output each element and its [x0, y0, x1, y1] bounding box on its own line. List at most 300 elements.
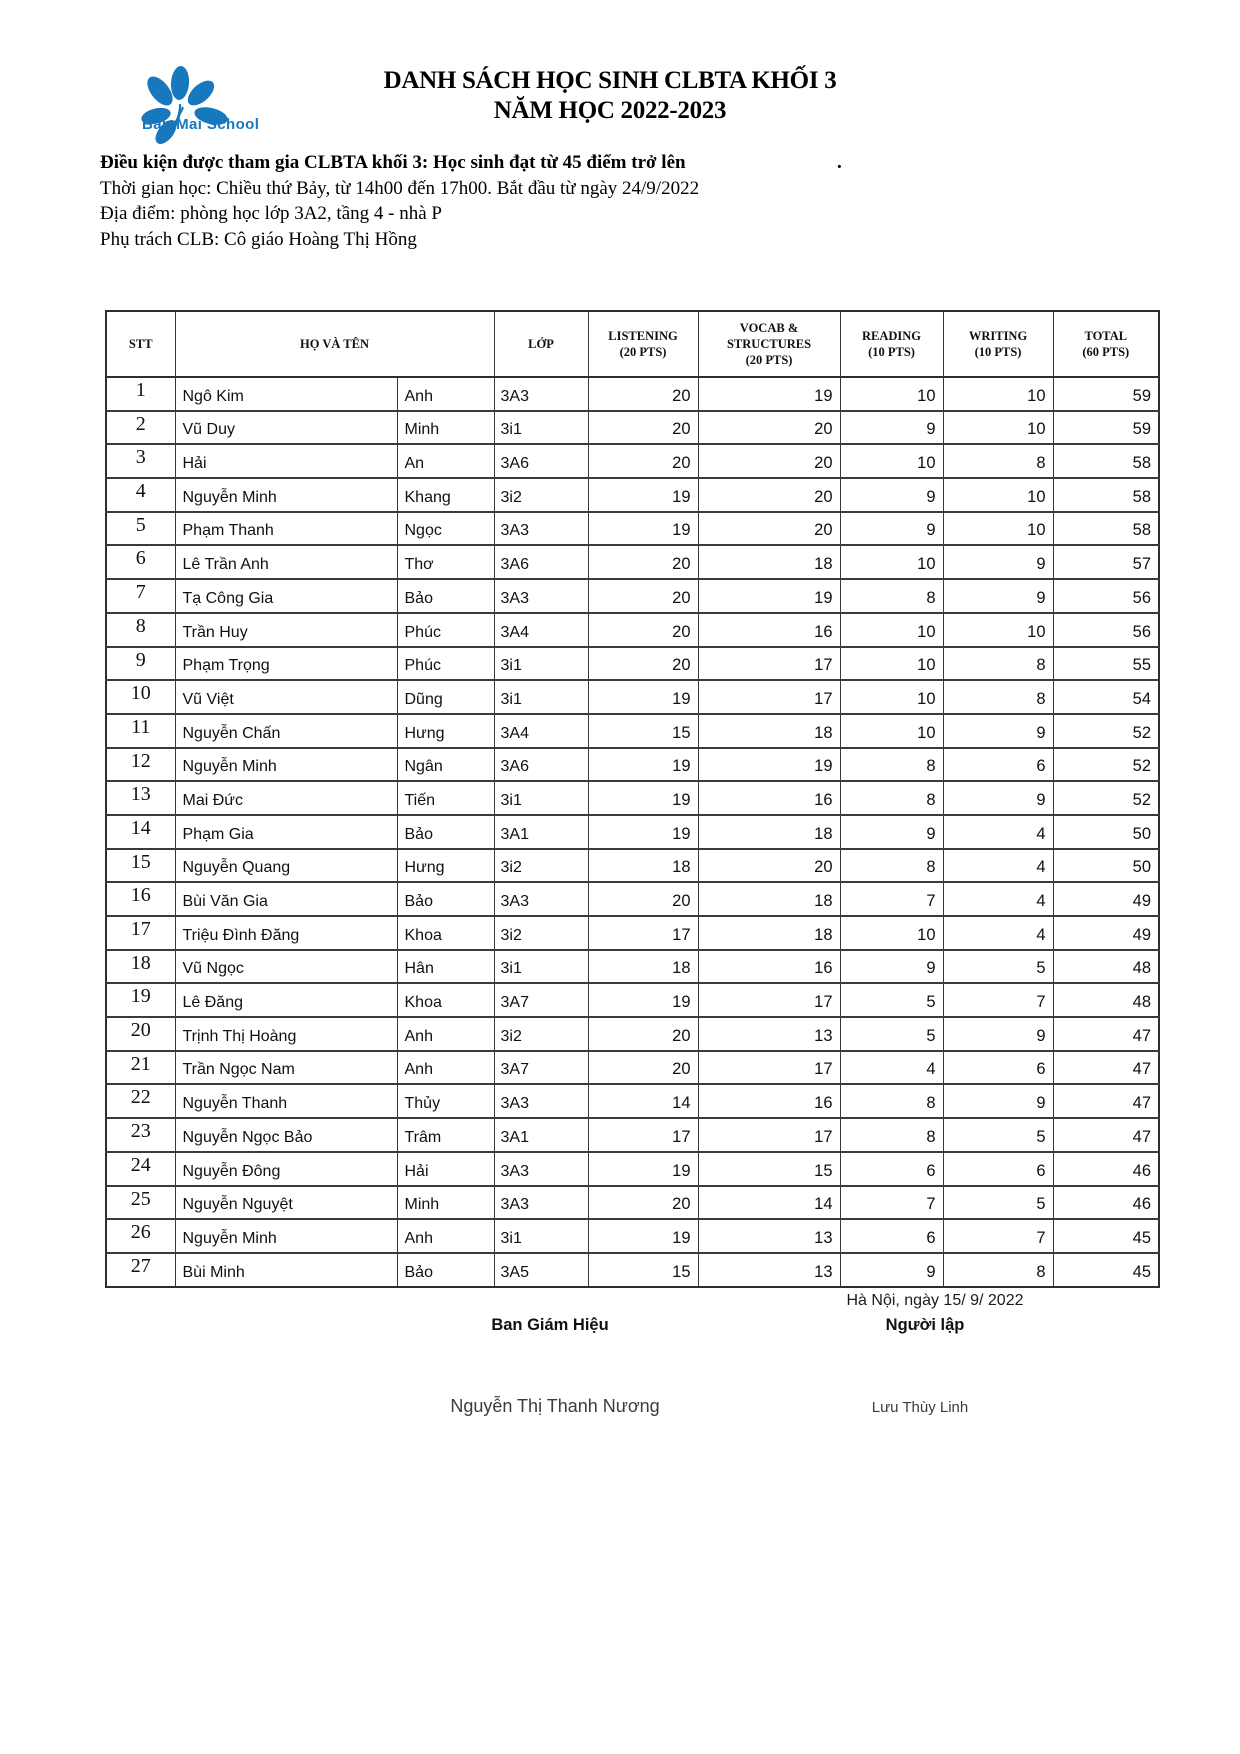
student-class: 3A4	[494, 613, 588, 647]
total-score: 47	[1053, 1017, 1159, 1051]
total-score: 55	[1053, 647, 1159, 681]
student-class: 3A1	[494, 815, 588, 849]
row-number: 4	[106, 478, 175, 512]
header-total	[1053, 311, 1159, 377]
table-row	[106, 444, 1159, 478]
writing-score: 10	[943, 512, 1053, 546]
table-row	[106, 950, 1159, 984]
student-class: 3A4	[494, 714, 588, 748]
reading-score: 9	[840, 950, 943, 984]
title-line-1: DANH SÁCH HỌC SINH CLBTA KHỐI 3	[383, 67, 837, 94]
row-number: 20	[106, 1017, 175, 1051]
total-score: 46	[1053, 1186, 1159, 1220]
vocab-score: 19	[698, 377, 840, 411]
row-number: 19	[106, 983, 175, 1017]
condition-text: Điều kiện được tham gia CLBTA khối 3: Học sinh đạt từ 45 điểm trở lên	[100, 152, 686, 173]
vocab-score: 16	[698, 781, 840, 815]
reading-score: 8	[840, 781, 943, 815]
table-row	[106, 781, 1159, 815]
reading-score: 9	[840, 815, 943, 849]
student-given-name: Bảo	[397, 815, 494, 849]
student-surname: Mai Đức	[175, 781, 397, 815]
row-number: 17	[106, 916, 175, 950]
right-signature-name: Lưu Thùy Linh	[871, 1399, 969, 1416]
date-line: Hà Nội, ngày 15/ 9/ 2022	[846, 1292, 1024, 1309]
writing-score: 10	[943, 411, 1053, 445]
vocab-score: 16	[698, 950, 840, 984]
reading-score: 7	[840, 882, 943, 916]
student-given-name: Minh	[397, 411, 494, 445]
student-surname: Phạm Gia	[175, 815, 397, 849]
table-row	[106, 1084, 1159, 1118]
vocab-score: 13	[698, 1253, 840, 1287]
header-class: LỚP	[494, 311, 588, 377]
listening-score: 20	[588, 545, 698, 579]
table-row	[106, 916, 1159, 950]
vocab-score: 15	[698, 1152, 840, 1186]
student-class: 3A3	[494, 1152, 588, 1186]
student-class: 3i1	[494, 1219, 588, 1253]
writing-score: 5	[943, 1118, 1053, 1152]
reading-score: 8	[840, 849, 943, 883]
student-class: 3A7	[494, 983, 588, 1017]
table-row	[106, 680, 1159, 714]
listening-score: 20	[588, 579, 698, 613]
header-vocab-label: VOCAB & STRUCTURES	[726, 321, 812, 351]
header-listening-label: LISTENING	[608, 329, 678, 343]
student-surname: Triệu Đình Đăng	[175, 916, 397, 950]
vocab-score: 16	[698, 1084, 840, 1118]
reading-score: 10	[840, 377, 943, 411]
header-reading-points: (10 PTS)	[868, 345, 915, 359]
student-given-name: Phúc	[397, 647, 494, 681]
table-row	[106, 1017, 1159, 1051]
student-given-name: Ngân	[397, 748, 494, 782]
row-number: 22	[106, 1084, 175, 1118]
reading-score: 10	[840, 613, 943, 647]
listening-score: 20	[588, 1186, 698, 1220]
student-surname: Nguyễn Minh	[175, 1219, 397, 1253]
writing-score: 8	[943, 647, 1053, 681]
time-line: Thời gian học: Chiều thứ Bảy, từ 14h00 đến 17h00. Bắt đầu từ ngày 24/9/2022	[100, 177, 700, 199]
reading-score: 9	[840, 1253, 943, 1287]
student-given-name: Hải	[397, 1152, 494, 1186]
row-number: 25	[106, 1186, 175, 1220]
table-row	[106, 579, 1159, 613]
listening-score: 20	[588, 882, 698, 916]
student-class: 3A6	[494, 444, 588, 478]
row-number: 16	[106, 882, 175, 916]
header-vocab-points: (20 PTS)	[745, 353, 793, 367]
total-score: 56	[1053, 613, 1159, 647]
writing-score: 5	[943, 950, 1053, 984]
header-writing-label: WRITING	[968, 329, 1028, 343]
reading-score: 10	[840, 647, 943, 681]
total-score: 54	[1053, 680, 1159, 714]
writing-score: 8	[943, 444, 1053, 478]
student-class: 3i1	[494, 950, 588, 984]
total-score: 45	[1053, 1219, 1159, 1253]
student-surname: Lê Trần Anh	[175, 545, 397, 579]
total-score: 48	[1053, 950, 1159, 984]
reading-score: 8	[840, 1118, 943, 1152]
header-total-points: (60 PTS)	[1082, 345, 1130, 359]
header-stt: STT	[106, 311, 175, 377]
student-class: 3A3	[494, 882, 588, 916]
listening-score: 19	[588, 983, 698, 1017]
total-score: 50	[1053, 815, 1159, 849]
student-given-name: Anh	[397, 377, 494, 411]
vocab-score: 20	[698, 444, 840, 478]
vocab-score: 17	[698, 647, 840, 681]
student-given-name: Hưng	[397, 849, 494, 883]
listening-score: 19	[588, 1219, 698, 1253]
student-class: 3A7	[494, 1051, 588, 1085]
student-given-name: Anh	[397, 1051, 494, 1085]
student-given-name: Dũng	[397, 680, 494, 714]
listening-score: 19	[588, 478, 698, 512]
table-row	[106, 1051, 1159, 1085]
table-row	[106, 647, 1159, 681]
writing-score: 6	[943, 1051, 1053, 1085]
listening-score: 19	[588, 1152, 698, 1186]
student-class: 3A6	[494, 545, 588, 579]
student-class: 3A1	[494, 1118, 588, 1152]
listening-score: 18	[588, 849, 698, 883]
table-row	[106, 613, 1159, 647]
total-score: 58	[1053, 512, 1159, 546]
table-row	[106, 815, 1159, 849]
reading-score: 10	[840, 444, 943, 478]
student-surname: Nguyễn Quang	[175, 849, 397, 883]
reading-score: 8	[840, 1084, 943, 1118]
table-row	[106, 478, 1159, 512]
writing-score: 9	[943, 714, 1053, 748]
table-row	[106, 1219, 1159, 1253]
row-number: 7	[106, 579, 175, 613]
total-score: 50	[1053, 849, 1159, 883]
student-surname: Ngô Kim	[175, 377, 397, 411]
reading-score: 10	[840, 680, 943, 714]
title-line-2: NĂM HỌC 2022-2023	[493, 97, 727, 124]
teacher-line: Phụ trách CLB: Cô giáo Hoàng Thị Hồng	[100, 228, 417, 250]
row-number: 3	[106, 444, 175, 478]
total-score: 52	[1053, 748, 1159, 782]
vocab-score: 17	[698, 680, 840, 714]
student-given-name: Bảo	[397, 579, 494, 613]
location-line: Địa điểm: phòng học lớp 3A2, tầng 4 - nhà P	[100, 203, 442, 224]
reading-score: 9	[840, 411, 943, 445]
student-given-name: Anh	[397, 1219, 494, 1253]
left-signature-title: Ban Giám Hiệu	[491, 1316, 609, 1334]
writing-score: 9	[943, 1017, 1053, 1051]
vocab-score: 18	[698, 815, 840, 849]
vocab-score: 13	[698, 1219, 840, 1253]
student-score-table	[105, 310, 1160, 1288]
writing-score: 4	[943, 815, 1053, 849]
total-score: 49	[1053, 882, 1159, 916]
table-row	[106, 377, 1159, 411]
row-number: 27	[106, 1253, 175, 1287]
reading-score: 6	[840, 1152, 943, 1186]
listening-score: 20	[588, 613, 698, 647]
writing-score: 10	[943, 478, 1053, 512]
student-class: 3i1	[494, 411, 588, 445]
total-score: 57	[1053, 545, 1159, 579]
writing-score: 8	[943, 1253, 1053, 1287]
student-surname: Nguyễn Ngọc Bảo	[175, 1118, 397, 1152]
vocab-score: 18	[698, 882, 840, 916]
student-class: 3A3	[494, 512, 588, 546]
total-score: 58	[1053, 444, 1159, 478]
writing-score: 6	[943, 748, 1053, 782]
header-total-label: TOTAL	[1084, 329, 1128, 343]
student-class: 3i1	[494, 781, 588, 815]
row-number: 8	[106, 613, 175, 647]
student-surname: Nguyễn Chấn	[175, 714, 397, 748]
writing-score: 9	[943, 579, 1053, 613]
student-given-name: Khoa	[397, 916, 494, 950]
table-row	[106, 882, 1159, 916]
student-surname: Phạm Thanh	[175, 512, 397, 546]
table-row	[106, 411, 1159, 445]
row-number: 10	[106, 680, 175, 714]
student-surname: Hải	[175, 444, 397, 478]
student-surname: Nguyễn Minh	[175, 748, 397, 782]
reading-score: 10	[840, 714, 943, 748]
left-signature-name: Nguyễn Thị Thanh Nương	[450, 1396, 660, 1416]
writing-score: 7	[943, 983, 1053, 1017]
total-score: 52	[1053, 781, 1159, 815]
table-row	[106, 545, 1159, 579]
student-table-body	[106, 377, 1159, 1287]
student-surname: Bùi Minh	[175, 1253, 397, 1287]
student-class: 3A3	[494, 1186, 588, 1220]
reading-score: 9	[840, 512, 943, 546]
writing-score: 4	[943, 882, 1053, 916]
total-score: 46	[1053, 1152, 1159, 1186]
table-row	[106, 1118, 1159, 1152]
vocab-score: 19	[698, 748, 840, 782]
listening-score: 19	[588, 815, 698, 849]
total-score: 59	[1053, 377, 1159, 411]
vocab-score: 18	[698, 714, 840, 748]
student-class: 3i2	[494, 478, 588, 512]
table-row	[106, 512, 1159, 546]
row-number: 14	[106, 815, 175, 849]
student-given-name: Anh	[397, 1017, 494, 1051]
listening-score: 20	[588, 377, 698, 411]
listening-score: 17	[588, 1118, 698, 1152]
row-number: 5	[106, 512, 175, 546]
student-class: 3A3	[494, 1084, 588, 1118]
total-score: 56	[1053, 579, 1159, 613]
table-row	[106, 1152, 1159, 1186]
student-surname: Nguyễn Minh	[175, 478, 397, 512]
student-surname: Tạ Công Gia	[175, 579, 397, 613]
vocab-score: 17	[698, 983, 840, 1017]
student-surname: Nguyễn Thanh	[175, 1084, 397, 1118]
student-class: 3i2	[494, 849, 588, 883]
listening-score: 19	[588, 680, 698, 714]
header-vocab	[698, 311, 840, 377]
table-row	[106, 983, 1159, 1017]
student-surname: Trịnh Thị Hoàng	[175, 1017, 397, 1051]
student-given-name: Thơ	[397, 545, 494, 579]
table-row	[106, 849, 1159, 883]
vocab-score: 20	[698, 849, 840, 883]
vocab-score: 19	[698, 579, 840, 613]
header-writing-points: (10 PTS)	[974, 345, 1022, 359]
writing-score: 6	[943, 1152, 1053, 1186]
student-class: 3A3	[494, 579, 588, 613]
total-score: 58	[1053, 478, 1159, 512]
student-class: 3i2	[494, 1017, 588, 1051]
student-given-name: Thủy	[397, 1084, 494, 1118]
row-number: 21	[106, 1051, 175, 1085]
row-number: 26	[106, 1219, 175, 1253]
total-score: 47	[1053, 1118, 1159, 1152]
vocab-score: 20	[698, 478, 840, 512]
header-writing	[943, 311, 1053, 377]
vocab-score: 17	[698, 1118, 840, 1152]
student-given-name: Ngọc	[397, 512, 494, 546]
listening-score: 20	[588, 1017, 698, 1051]
student-given-name: Tiến	[397, 781, 494, 815]
student-given-name: Khoa	[397, 983, 494, 1017]
student-given-name: Minh	[397, 1186, 494, 1220]
writing-score: 10	[943, 613, 1053, 647]
listening-score: 18	[588, 950, 698, 984]
row-number: 24	[106, 1152, 175, 1186]
student-surname: Vũ Ngọc	[175, 950, 397, 984]
listening-score: 19	[588, 748, 698, 782]
total-score: 49	[1053, 916, 1159, 950]
listening-score: 17	[588, 916, 698, 950]
writing-score: 10	[943, 377, 1053, 411]
vocab-score: 20	[698, 512, 840, 546]
table-row	[106, 1253, 1159, 1287]
reading-score: 10	[840, 545, 943, 579]
vocab-score: 16	[698, 613, 840, 647]
student-surname: Phạm Trọng	[175, 647, 397, 681]
total-score: 47	[1053, 1084, 1159, 1118]
listening-score: 19	[588, 512, 698, 546]
row-number: 1	[106, 377, 175, 411]
vocab-score: 17	[698, 1051, 840, 1085]
student-class: 3A3	[494, 377, 588, 411]
writing-score: 8	[943, 680, 1053, 714]
header-name: HỌ VÀ TÊN	[175, 311, 494, 377]
student-surname: Trần Ngọc Nam	[175, 1051, 397, 1085]
student-class: 3i2	[494, 916, 588, 950]
table-row	[106, 748, 1159, 782]
row-number: 2	[106, 411, 175, 445]
reading-score: 10	[840, 916, 943, 950]
student-given-name: Khang	[397, 478, 494, 512]
student-given-name: Bảo	[397, 882, 494, 916]
student-surname: Bùi Văn Gia	[175, 882, 397, 916]
row-number: 9	[106, 647, 175, 681]
reading-score: 5	[840, 983, 943, 1017]
condition-line	[100, 150, 1160, 176]
header-reading	[840, 311, 943, 377]
vocab-score: 13	[698, 1017, 840, 1051]
listening-score: 15	[588, 1253, 698, 1287]
writing-score: 9	[943, 545, 1053, 579]
vocab-score: 20	[698, 411, 840, 445]
table-header-row	[106, 311, 1159, 377]
student-class: 3A6	[494, 748, 588, 782]
total-score: 59	[1053, 411, 1159, 445]
vocab-score: 18	[698, 916, 840, 950]
listening-score: 20	[588, 444, 698, 478]
vocab-score: 18	[698, 545, 840, 579]
row-number: 23	[106, 1118, 175, 1152]
reading-score: 8	[840, 579, 943, 613]
student-surname: Vũ Việt	[175, 680, 397, 714]
student-surname: Vũ Duy	[175, 411, 397, 445]
total-score: 47	[1053, 1051, 1159, 1085]
student-class: 3i1	[494, 647, 588, 681]
student-surname: Nguyễn Nguyệt	[175, 1186, 397, 1220]
student-surname: Lê Đăng	[175, 983, 397, 1017]
student-given-name: Bảo	[397, 1253, 494, 1287]
row-number: 12	[106, 748, 175, 782]
document-title	[0, 66, 1220, 126]
header-listening	[588, 311, 698, 377]
row-number: 6	[106, 545, 175, 579]
writing-score: 4	[943, 916, 1053, 950]
reading-score: 9	[840, 478, 943, 512]
header-reading-label: READING	[861, 329, 922, 343]
total-score: 52	[1053, 714, 1159, 748]
student-given-name: An	[397, 444, 494, 478]
reading-score: 7	[840, 1186, 943, 1220]
writing-score: 9	[943, 781, 1053, 815]
row-number: 15	[106, 849, 175, 883]
reading-score: 8	[840, 748, 943, 782]
student-given-name: Trâm	[397, 1118, 494, 1152]
header-listening-points: (20 PTS)	[619, 345, 667, 359]
row-number: 11	[106, 714, 175, 748]
writing-score: 4	[943, 849, 1053, 883]
writing-score: 7	[943, 1219, 1053, 1253]
listening-score: 20	[588, 647, 698, 681]
vocab-score: 14	[698, 1186, 840, 1220]
listening-score: 20	[588, 411, 698, 445]
writing-score: 9	[943, 1084, 1053, 1118]
student-given-name: Hưng	[397, 714, 494, 748]
intro-info	[100, 150, 1160, 252]
student-surname: Trần Huy	[175, 613, 397, 647]
school-name: Ban Mai School	[142, 116, 260, 133]
total-score: 48	[1053, 983, 1159, 1017]
student-surname: Nguyễn Đông	[175, 1152, 397, 1186]
trailing-dot: .	[837, 152, 842, 173]
listening-score: 19	[588, 781, 698, 815]
listening-score: 15	[588, 714, 698, 748]
row-number: 13	[106, 781, 175, 815]
student-class: 3A5	[494, 1253, 588, 1287]
table-row	[106, 714, 1159, 748]
student-given-name: Phúc	[397, 613, 494, 647]
listening-score: 20	[588, 1051, 698, 1085]
total-score: 45	[1053, 1253, 1159, 1287]
reading-score: 6	[840, 1219, 943, 1253]
row-number: 18	[106, 950, 175, 984]
student-class: 3i1	[494, 680, 588, 714]
